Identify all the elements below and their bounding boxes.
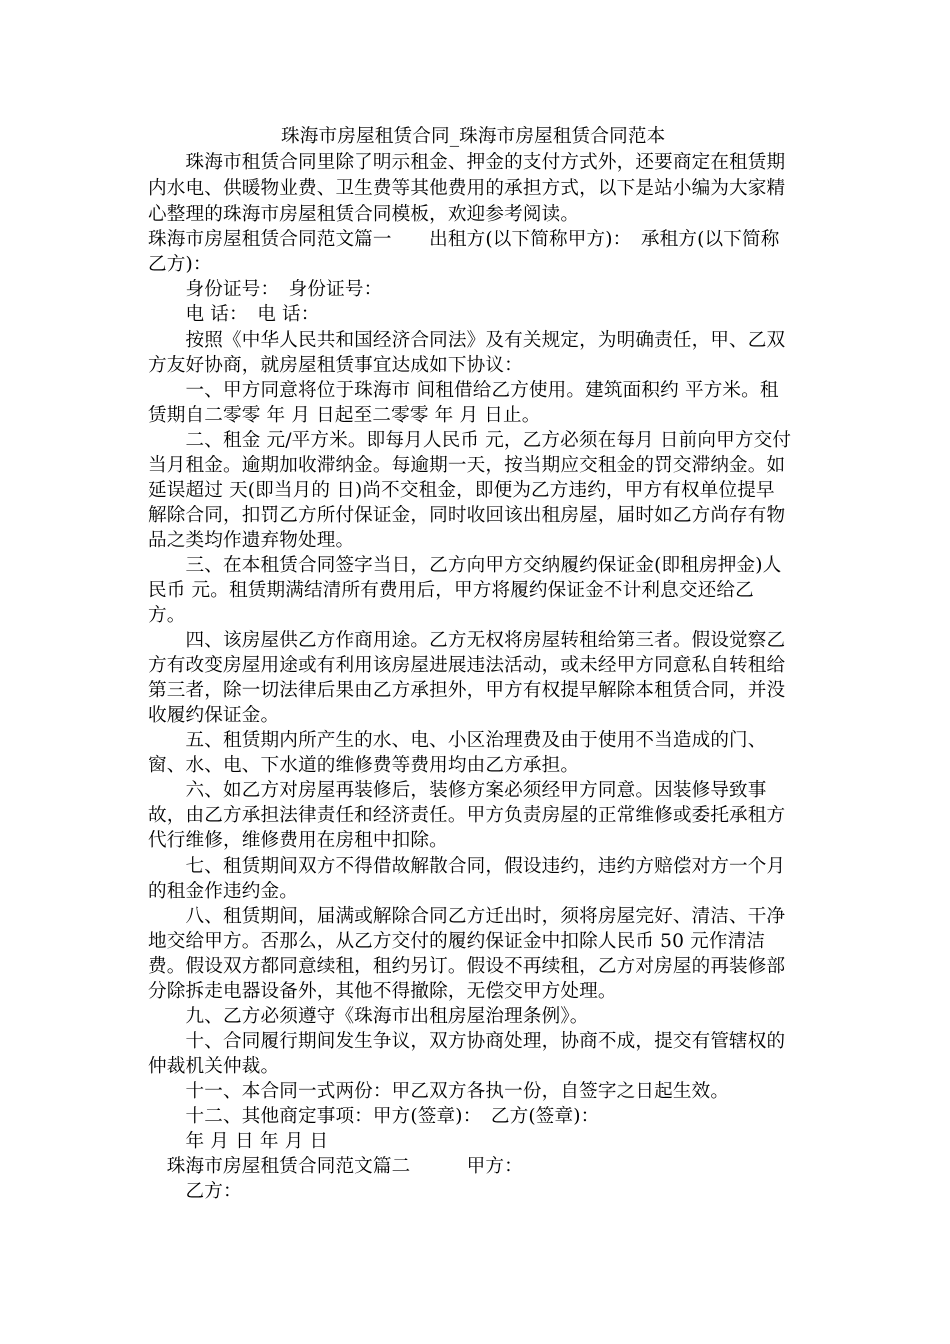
clause-line: 延误超过 天(即当月的 日)尚不交租金，即便为乙方违约，甲方有权单位提早	[148, 480, 775, 501]
document-title: 珠海市房屋租赁合同_珠海市房屋租赁合同范本	[281, 126, 666, 147]
text-line: 心整理的珠海市房屋租赁合同模板，欢迎参考阅读。	[148, 204, 580, 225]
clause-line: 十一、本合同一式两份：甲乙双方各执一份，自签字之日起生效。	[148, 1081, 730, 1102]
clause-line: 窗、水、电、下水道的维修费等费用均由乙方承担。	[148, 755, 580, 776]
text-line: 电 话： 电 话：	[148, 304, 320, 325]
text-line: 内水电、供暖物业费、卫生费等其他费用的承担方式，以下是站小编为大家精	[148, 178, 786, 199]
text-line: 乙方)：	[148, 254, 212, 275]
clause-line: 民币 元。租赁期满结清所有费用后，甲方将履约保证金不计利息交还给乙	[148, 580, 754, 601]
clause-line: 的租金作违约金。	[148, 881, 298, 902]
signature-line: 十二、其他商定事项：甲方(签章)： 乙方(签章)：	[148, 1106, 600, 1127]
clause-line: 当月租金。逾期加收滞纳金。每逾期一天，按当期应交租金的罚交滞纳金。如	[148, 455, 786, 476]
clause-line: 费。假设双方都同意续租，租约另订。假设不再续租，乙方对房屋的再装修部	[148, 956, 786, 977]
clause-line: 仲裁机关仲裁。	[148, 1056, 280, 1077]
clause-line: 二、租金 元/平方米。即每月人民币 元，乙方必须在每月 日前向甲方交付	[148, 430, 792, 451]
clause-line: 七、租赁期间双方不得借故解散合同，假设违约，违约方赔偿对方一个月	[148, 856, 786, 877]
clause-line: 方有改变房屋用途或有利用该房屋进展违法活动，或未经甲方同意私自转租给	[148, 655, 786, 676]
clause-line: 赁期自二零零 年 月 日起至二零零 年 月 日止。	[148, 405, 541, 426]
clause-line: 五、租赁期内所产生的水、电、小区治理费及由于使用不当造成的门、	[148, 730, 767, 751]
clause-line: 六、如乙方对房屋再装修后，装修方案必须经甲方同意。因装修导致事	[148, 780, 767, 801]
clause-line: 品之类均作遗弃物处理。	[148, 530, 355, 551]
section-heading: 珠海市房屋租赁合同范文篇二 甲方：	[148, 1156, 523, 1177]
clause-line: 十、合同履行期间发生争议，双方协商处理，协商不成，提交有管辖权的	[148, 1031, 786, 1052]
clause-line: 解除合同，扣罚乙方所付保证金，同时收回该出租房屋，届时如乙方尚存有物	[148, 505, 786, 526]
text-line: 按照《中华人民共和国经济合同法》及有关规定，为明确责任，甲、乙双	[148, 330, 786, 351]
clause-line: 分除拆走电器设备外，其他不得撤除，无偿交甲方处理。	[148, 981, 617, 1002]
date-line: 年 月 日 年 月 日	[148, 1131, 329, 1152]
text-line: 乙方：	[148, 1181, 242, 1202]
section-heading: 珠海市房屋租赁合同范文篇一 出租方(以下简称甲方)： 承租方(以下简称	[148, 229, 780, 250]
clause-line: 代行维修，维修费用在房租中扣除。	[148, 830, 448, 851]
text-line: 身份证号： 身份证号：	[148, 279, 383, 300]
clause-line: 三、在本租赁合同签字当日，乙方向甲方交纳履约保证金(即租房押金)人	[148, 555, 782, 576]
clause-line: 故，由乙方承担法律责任和经济责任。甲方负责房屋的正常维修或委托承租方	[148, 805, 786, 826]
clause-line: 地交给甲方。否那么，从乙方交付的履约保证金中扣除人民币 50 元作清洁	[148, 931, 766, 952]
clause-line: 九、乙方必须遵守《珠海市出租房屋治理条例》。	[148, 1006, 589, 1027]
clause-line: 收履约保证金。	[148, 705, 280, 726]
clause-line: 四、该房屋供乙方作商用途。乙方无权将房屋转租给第三者。假设觉察乙	[148, 630, 786, 651]
text-line: 珠海市租赁合同里除了明示租金、押金的支付方式外，还要商定在租赁期	[148, 152, 786, 173]
clause-line: 八、租赁期间，届满或解除合同乙方迁出时，须将房屋完好、清洁、干净	[148, 906, 786, 927]
text-line: 方友好协商，就房屋租赁事宜达成如下协议：	[148, 355, 523, 376]
clause-line: 一、甲方同意将位于珠海市 间租借给乙方使用。建筑面积约 平方米。租	[148, 380, 779, 401]
clause-line: 第三者，除一切法律后果由乙方承担外，甲方有权提早解除本租赁合同，并没	[148, 680, 786, 701]
clause-line: 方。	[148, 605, 186, 626]
